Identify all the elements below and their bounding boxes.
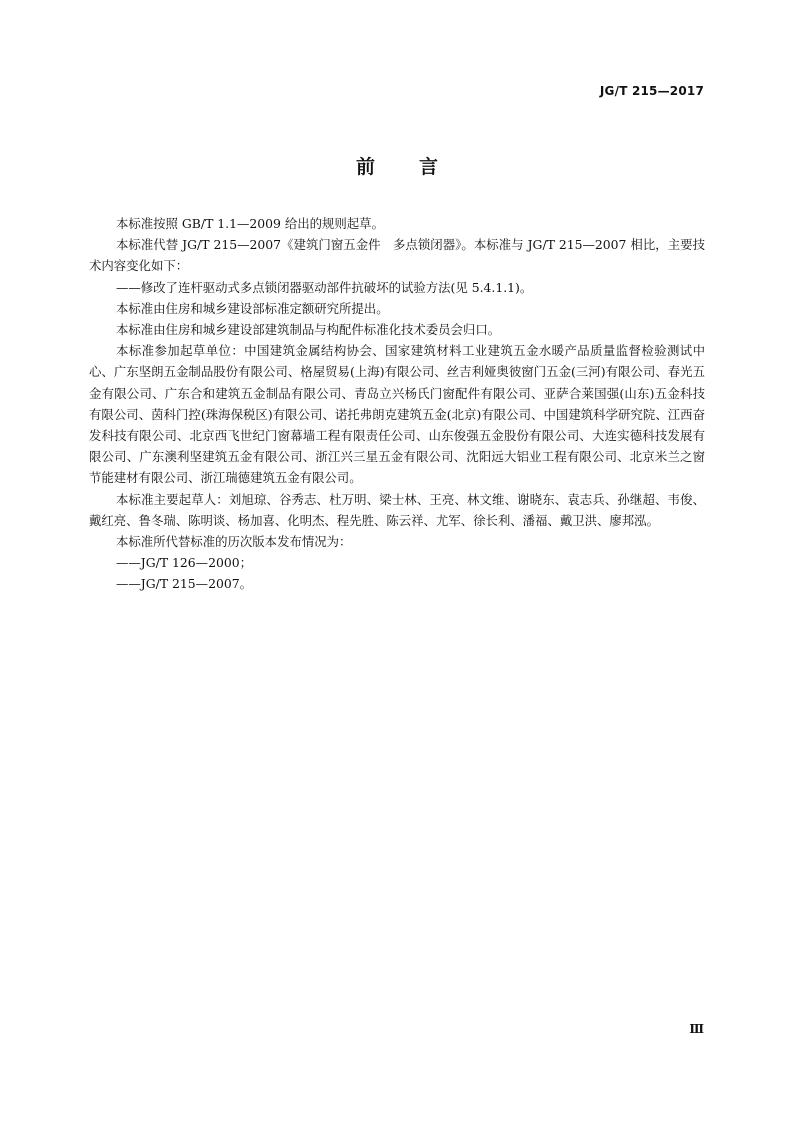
paragraph-replaces: 本标准代替 JG/T 215—2007《建筑门窗五金件 多点锁闭器》。本标准与 JG/T 215—2007 相比，主要技术内容变化如下：	[89, 237, 705, 274]
paragraph-drafting-units: 本标准参加起草单位：中国建筑金属结构协会、国家建筑材料工业建筑五金水暖产品质量监督检验测试中心、广东坚朗五金制品股份有限公司、格屋贸易(上海)有限公司、丝吉利娅奥彼窗门五金(三河)有限公司、春光五金有限公司、广东合和建筑五金制品有限公司、青岛立兴杨氏门窗配件有限公司、亚萨合莱国强(山东)五金科技有限公司、茵科门控(珠海保税区)有限公司、诺托弗朗克建筑五金(北京)有限公司、中国建筑科学研究院、江西奋发科技有限公司、北京西飞世纪门窗幕墙工程有限责任公司、山东俊强五金股份有限公司、大连实德科技发展有限公司、广东澳利坚建筑五金有限公司、浙江兴三星五金有限公司、沈阳远大铝业工程有限公司、北京米兰之窗节能建材有限公司、浙江瑞德建筑五金有限公司。	[89, 343, 705, 486]
paragraph-drafting-rules: 本标准按照 GB/T 1.1—2009 给出的规则起草。	[116, 216, 384, 231]
paragraph-change-item: ——修改了连杆驱动式多点锁闭器驱动部件抗破坏的试验方法(见 5.4.1.1)。	[116, 279, 533, 295]
paragraph-drafters: 本标准主要起草人：刘旭琼、谷秀志、杜万明、梁士林、王亮、林文维、谢晓东、袁志兵、孙继超、韦俊、戴红亮、鲁冬瑞、陈明谈、杨加喜、化明杰、程先胜、陈云祥、尤军、徐长利、潘福、戴卫洪、廖邦泓。	[89, 491, 705, 528]
page-title: 前言	[355, 156, 482, 178]
foreword-body	[89, 213, 705, 595]
paragraph-history-intro: 本标准所代替标准的历次版本发布情况为：	[116, 534, 352, 550]
paragraph-history-item: ——JG/T 126—2000；	[116, 555, 252, 571]
standard-code: JG/T 215—2017	[599, 84, 704, 98]
page-number: Ⅲ	[689, 1022, 704, 1036]
paragraph-under-jurisdiction: 本标准由住房和城乡建设部建筑制品与构配件标准化技术委员会归口。	[116, 322, 501, 338]
paragraph-history-item: ——JG/T 215—2007。	[116, 576, 252, 592]
paragraph-proposed-by: 本标准由住房和城乡建设部标准定额研究所提出。	[116, 300, 389, 316]
